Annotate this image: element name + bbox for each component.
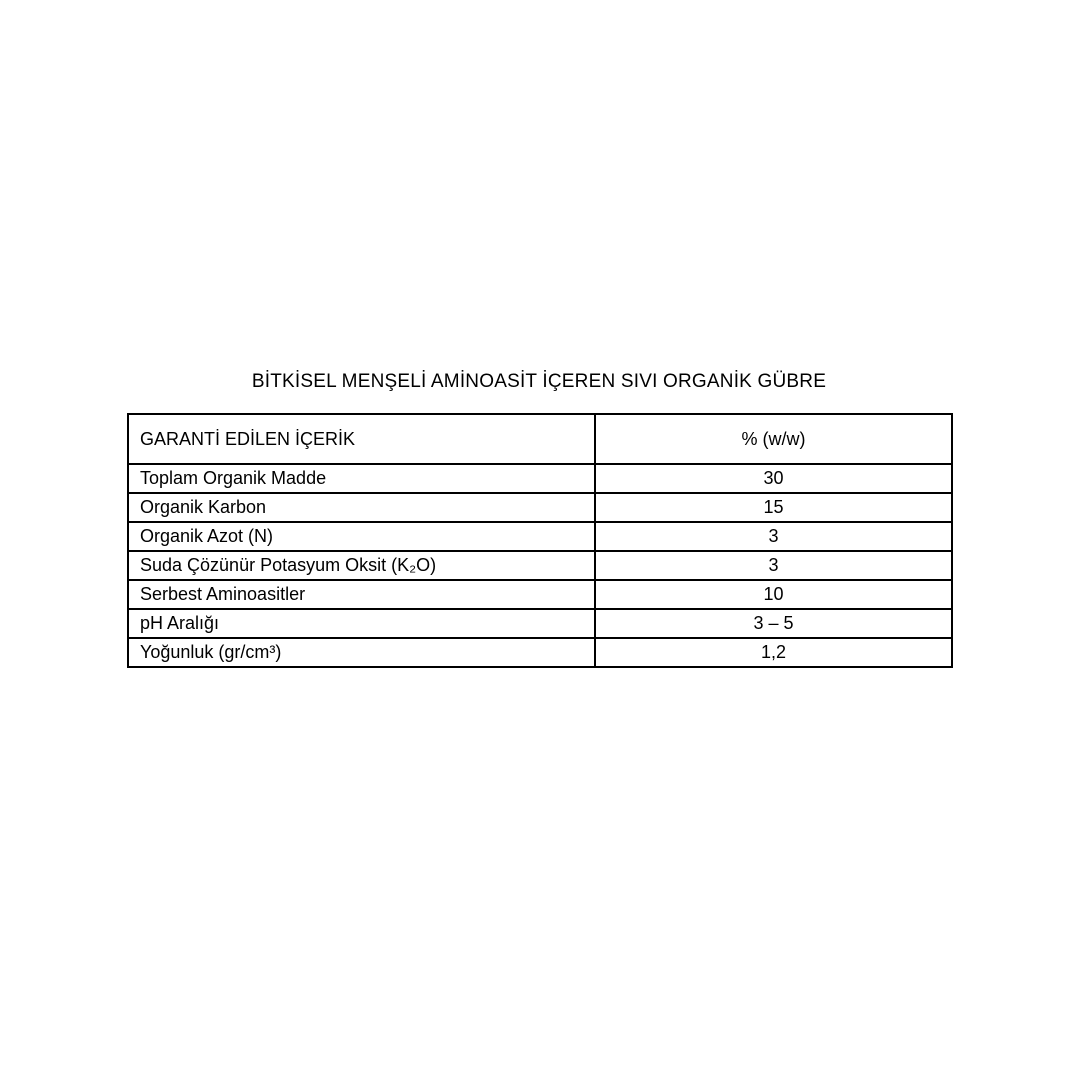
table-row — [128, 609, 952, 638]
column-header-content: GARANTİ EDİLEN İÇERİK — [128, 414, 595, 464]
row-label-organik-azot: Organik Azot (N) — [128, 522, 595, 551]
table-header-row — [128, 414, 952, 464]
row-value-yogunluk: 1,2 — [595, 638, 952, 667]
row-value-organik-azot: 3 — [595, 522, 952, 551]
row-value-ph-araligi: 3 – 5 — [595, 609, 952, 638]
table-row — [128, 638, 952, 667]
guaranteed-content-table — [127, 413, 953, 668]
row-label-toplam-organik-madde: Toplam Organik Madde — [128, 464, 595, 493]
table-row — [128, 464, 952, 493]
table-row — [128, 580, 952, 609]
document-title: BİTKİSEL MENŞELİ AMİNOASİT İÇEREN SIVI ORGANİK GÜBRE — [251, 371, 827, 392]
row-value-toplam-organik-madde: 30 — [595, 464, 952, 493]
row-label-ph-araligi: pH Aralığı — [128, 609, 595, 638]
row-label-suda-cozunur-potasyum-oksit: Suda Çözünür Potasyum Oksit (K₂O) — [128, 551, 595, 580]
row-label-serbest-aminoasitler: Serbest Aminoasitler — [128, 580, 595, 609]
table-row — [128, 551, 952, 580]
row-value-suda-cozunur-potasyum-oksit: 3 — [595, 551, 952, 580]
table-row — [128, 493, 952, 522]
table-row — [128, 522, 952, 551]
row-value-serbest-aminoasitler: 10 — [595, 580, 952, 609]
column-header-percent-ww: % (w/w) — [595, 414, 952, 464]
row-label-yogunluk: Yoğunluk (gr/cm³) — [128, 638, 595, 667]
row-value-organik-karbon: 15 — [595, 493, 952, 522]
row-label-organik-karbon: Organik Karbon — [128, 493, 595, 522]
